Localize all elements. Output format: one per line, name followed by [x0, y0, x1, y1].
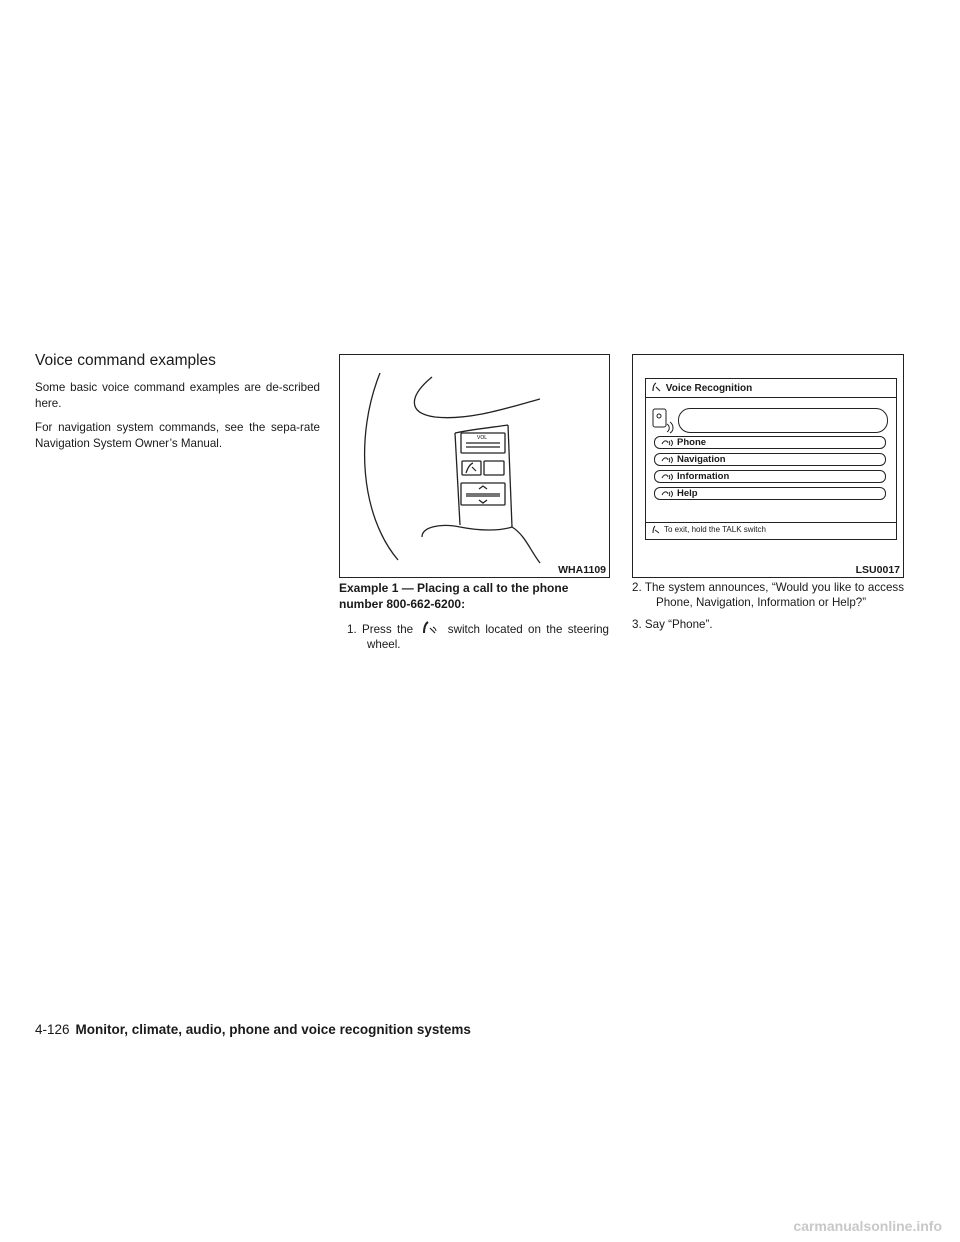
page-number: 4-126	[35, 1022, 70, 1037]
navigation-note-paragraph: For navigation system commands, see the sepa-rate Navigation System Owner’s Manual.	[35, 421, 320, 450]
menu-item-navigation[interactable]	[654, 453, 886, 466]
footer-divider	[646, 522, 896, 523]
page-footer	[35, 1022, 471, 1037]
voice-item-icon	[660, 455, 674, 464]
speaking-head-icon	[652, 408, 676, 434]
steps-column	[632, 580, 904, 639]
voice-recognition-figure	[632, 354, 904, 578]
voice-item-icon	[660, 489, 674, 498]
step-number: 2.	[632, 581, 642, 594]
watermark: carmanualsonline.info	[793, 1218, 942, 1234]
steering-wheel-switch-illustration	[340, 355, 609, 577]
voice-item-icon	[660, 472, 674, 481]
voice-item-icon	[660, 438, 674, 447]
screen-footer-text: To exit, hold the TALK switch	[664, 525, 766, 534]
screen-title: Voice Recognition	[665, 383, 753, 394]
step-1-text-b: switch located on the steering wheel.	[367, 623, 609, 651]
talk-icon	[651, 382, 663, 393]
voice-recognition-screen	[645, 378, 897, 540]
step-1-text-a: Press the	[362, 623, 414, 636]
menu-item-label: Information	[677, 471, 730, 482]
step-number: 1.	[347, 623, 357, 636]
menu-item-label: Help	[677, 488, 698, 499]
screen-title-row	[651, 382, 752, 394]
menu-item-label: Phone	[677, 437, 707, 448]
steering-wheel-figure	[339, 354, 610, 578]
chapter-title: Monitor, climate, audio, phone and voice recognition systems	[75, 1022, 471, 1037]
figure2-code: LSU0017	[855, 564, 900, 576]
menu-item-help[interactable]	[654, 487, 886, 500]
recognition-result-box	[678, 408, 888, 433]
menu-item-label: Navigation	[677, 454, 726, 465]
intro-column	[35, 352, 320, 460]
menu-item-information[interactable]	[654, 470, 886, 483]
intro-paragraph: Some basic voice command examples are de-scribed here.	[35, 381, 320, 410]
example-column	[339, 580, 609, 659]
vol-label: VOL	[477, 435, 488, 441]
section-heading: Voice command examples	[35, 352, 216, 369]
step-1	[339, 620, 609, 652]
step-2	[632, 580, 904, 610]
step-3	[632, 617, 904, 632]
title-divider	[646, 397, 896, 398]
step-2-text: The system announces, “Would you like to access Phone, Navigation, Information or Help?”	[644, 581, 904, 609]
menu-item-phone[interactable]	[654, 436, 886, 449]
talk-switch-icon	[420, 620, 440, 635]
talk-icon	[651, 525, 661, 535]
figure1-code: WHA1109	[558, 564, 606, 576]
example-title: Example 1 — Placing a call to the phone number 800-662-6200:	[339, 581, 569, 611]
step-3-text: Say “Phone”.	[644, 618, 713, 631]
step-number: 3.	[632, 618, 642, 631]
